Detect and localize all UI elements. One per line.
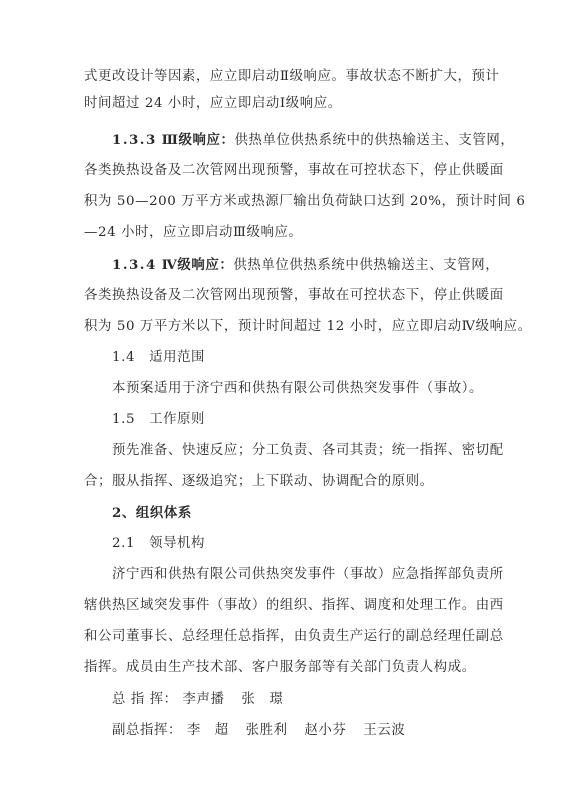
- paragraph-line: 积为 50—200 万平方米或热源厂输出负荷缺口达到 20%，预计时间 6: [84, 194, 526, 209]
- paragraph-line: 各类换热设备及二次管网出现预警，事故在可控状态下，停止供暖面: [84, 288, 504, 303]
- section-1-3-4-heading: [112, 256, 532, 275]
- section-heading: 2、组织体系: [112, 505, 192, 521]
- person-name: 张胜利: [245, 723, 288, 738]
- person-name: 李 超: [186, 723, 229, 738]
- section-number: 1.3.4: [112, 257, 157, 273]
- deputy-label: 副总指挥：: [112, 723, 182, 738]
- paragraph-line: 辖供热区域突发事件（事故）的组织、指挥、调度和处理工作。由西: [84, 598, 504, 613]
- person-name: 李声播: [182, 692, 225, 707]
- paragraph-line: —24 小时，应立即启动Ⅲ级响应。: [84, 225, 303, 240]
- section-label: Ⅲ级响应：: [161, 132, 235, 148]
- person-name: 赵小芬: [304, 723, 347, 738]
- paragraph-line: 各类换热设备及二次管网出现预警，事故在可控状态下，停止供暖面: [84, 163, 504, 178]
- paragraph-line: 本预案适用于济宁西和供热有限公司供热突发事件（事故）。: [112, 381, 484, 396]
- subsection-heading: 1.4 适用范围: [112, 350, 206, 365]
- paragraph-line: 预先准备、快速反应；分工负责、各司其责；统一指挥、密切配: [112, 443, 504, 458]
- commander-row: [112, 691, 532, 709]
- paragraph-line: 积为 50 万平方米以下，预计时间超过 12 小时，应立即启动Ⅳ级响应。: [84, 319, 532, 334]
- section-1-3-3-heading: [112, 131, 532, 150]
- section-text: 供热单位供热系统中供热输送主、支管网，: [233, 258, 500, 273]
- subsection-heading: 1.5 工作原则: [112, 412, 206, 427]
- section-text: 供热单位供热系统中的供热输送主、支管网，: [234, 133, 515, 148]
- paragraph-line: 和公司董事长、总经理任总指挥，由负责生产运行的副总经理任副总: [84, 629, 504, 644]
- paragraph-line: 式更改设计等因素，应立即启动Ⅱ级响应。事故状态不断扩大，预计: [84, 69, 500, 84]
- commander-label: 总 指 挥：: [112, 692, 178, 707]
- section-number: 1.3.3: [112, 132, 157, 148]
- person-name: 张 璟: [241, 692, 284, 707]
- paragraph-line: 合；服从指挥、逐级追究；上下联动、协调配合的原则。: [84, 474, 434, 489]
- paragraph-line: 指挥。成员由生产技术部、客户服务部等有关部门负责人构成。: [84, 660, 476, 675]
- section-label: Ⅳ级响应：: [161, 257, 234, 273]
- paragraph-line: 时间超过 24 小时，应立即启动Ⅰ级响应。: [84, 96, 342, 111]
- paragraph-line: 济宁西和供热有限公司供热突发事件（事故）应急指挥部负责所: [112, 567, 504, 582]
- deputy-commander-row: [112, 722, 532, 740]
- subsection-heading: 2.1 领导机构: [112, 536, 206, 551]
- person-name: 王云波: [363, 723, 406, 738]
